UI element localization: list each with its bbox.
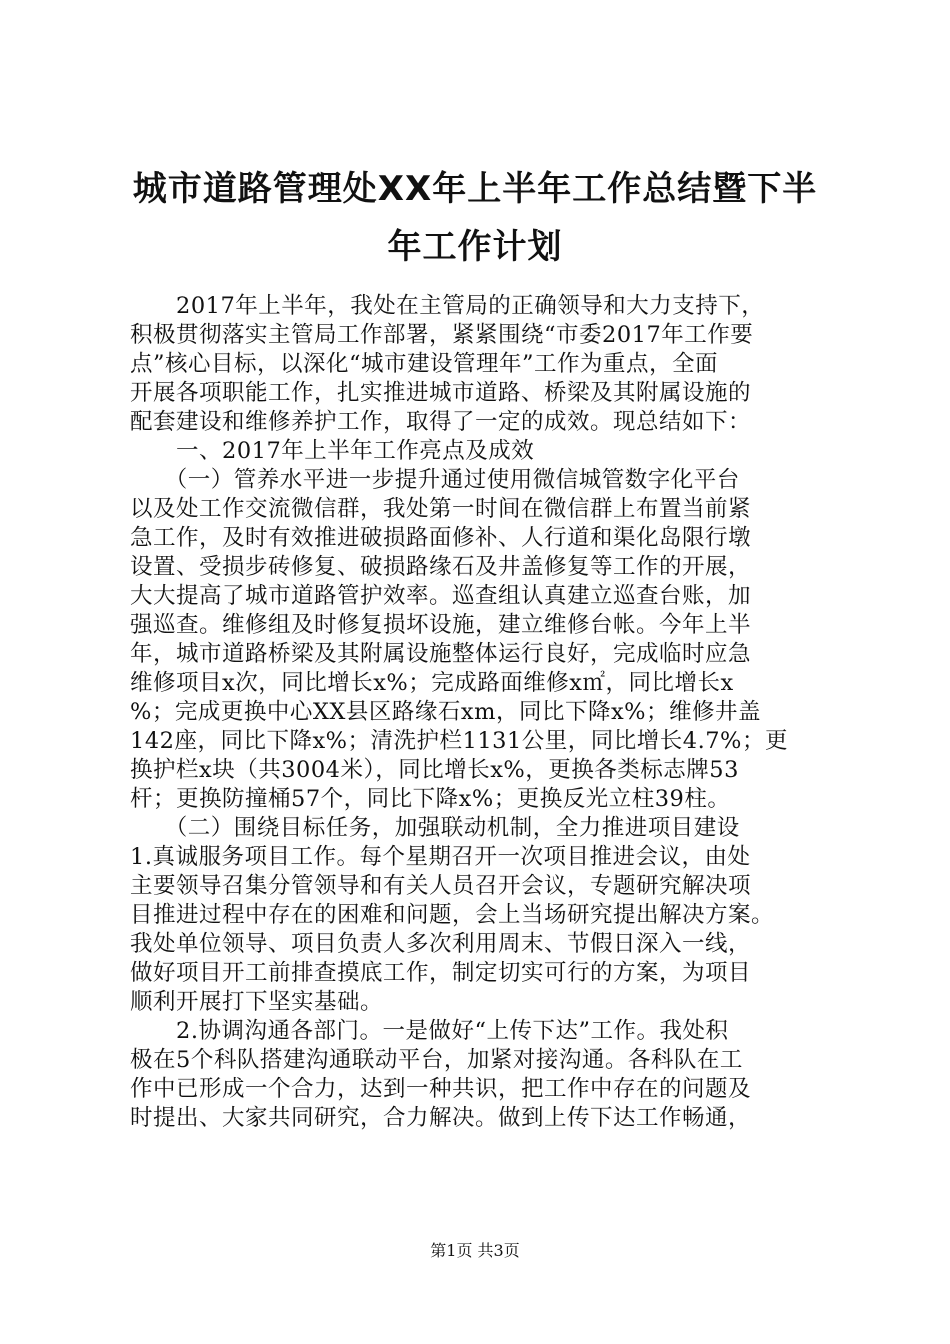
body-line-24: 做好项目开工前排查摸底工作，制定切实可行的方案，为项目 xyxy=(130,960,752,986)
page-number: 第1页 共3页 xyxy=(430,1241,520,1260)
body-line-7: （一）管养水平进一步提升通过使用微信城管数字化平台 xyxy=(130,467,740,493)
body-line-2: 积极贯彻落实主管局工作部署，紧紧围绕“市委2017年工作要 xyxy=(130,322,754,348)
page-footer xyxy=(0,1241,950,1261)
body-line-16: 142座，同比下降x%；清洗护栏1131公里，同比增长4.7%；更 xyxy=(130,728,788,754)
body-line-5: 配套建设和维修养护工作，取得了一定的成效。现总结如下： xyxy=(130,409,752,435)
section-heading-1: 一、2017年上半年工作亮点及成效 xyxy=(130,438,535,464)
title-line-1: 城市道路管理处XX年上半年工作总结暨下半 xyxy=(132,169,818,209)
body-line-10: 设置、受损步砖修复、破损路缘石及井盖修复等工作的开展， xyxy=(130,554,752,580)
body-line-13: 年，城市道路桥梁及其附属设施整体运行良好，完成临时应急 xyxy=(130,641,752,667)
body-line-22: 目推进过程中存在的困难和问题，会上当场研究提出解决方案。 xyxy=(130,902,775,928)
body-line-20: 1.真诚服务项目工作。每个星期召开一次项目推进会议，由处 xyxy=(130,844,751,870)
body-line-21: 主要领导召集分管领导和有关人员召开会议，专题研究解决项 xyxy=(130,873,752,899)
body-line-29: 时提出、大家共同研究，合力解决。做到上传下达工作畅通， xyxy=(130,1105,752,1131)
body-line-25: 顺利开展打下坚实基础。 xyxy=(130,989,384,1015)
body-line-4: 开展各项职能工作，扎实推进城市道路、桥梁及其附属设施的 xyxy=(130,380,752,406)
body-line-8: 以及处工作交流微信群，我处第一时间在微信群上布置当前紧 xyxy=(130,496,752,522)
document-body xyxy=(130,292,836,1133)
body-line-18: 杆；更换防撞桶57个，同比下降x%；更换反光立柱39柱。 xyxy=(130,786,731,812)
body-line-19: （二）围绕目标任务，加强联动机制，全力推进项目建设 xyxy=(130,815,740,841)
body-line-27: 极在5个科队搭建沟通联动平台，加紧对接沟通。各科队在工 xyxy=(130,1047,743,1073)
body-line-17: 换护栏x块（共3004米），同比增长x%，更换各类标志牌53 xyxy=(130,757,739,783)
body-line-1: 2017年上半年，我处在主管局的正确领导和大力支持下， xyxy=(130,293,765,319)
body-line-9: 急工作，及时有效推进破损路面修补、人行道和渠化岛限行墩 xyxy=(130,525,752,551)
body-line-14: 维修项目x次，同比增长x%；完成路面维修x㎡，同比增长x xyxy=(130,670,734,696)
body-line-12: 强巡查。维修组及时修复损坏设施，建立维修台帐。今年上半 xyxy=(130,612,752,638)
body-line-28: 作中已形成一个合力，达到一种共识，把工作中存在的问题及 xyxy=(130,1076,752,1102)
document-title xyxy=(100,160,850,276)
body-line-23: 我处单位领导、项目负责人多次利用周末、节假日深入一线， xyxy=(130,931,752,957)
title-line-2: 年工作计划 xyxy=(387,227,563,267)
body-line-11: 大大提高了城市道路管护效率。巡查组认真建立巡查台账，加 xyxy=(130,583,752,609)
body-line-26: 2.协调沟通各部门。一是做好“上传下达”工作。我处积 xyxy=(130,1018,729,1044)
body-line-15: %；完成更换中心XX县区路缘石xm，同比下降x%；维修井盖 xyxy=(130,699,762,725)
body-line-3: 点”核心目标，以深化“城市建设管理年”工作为重点，全面 xyxy=(130,351,719,377)
